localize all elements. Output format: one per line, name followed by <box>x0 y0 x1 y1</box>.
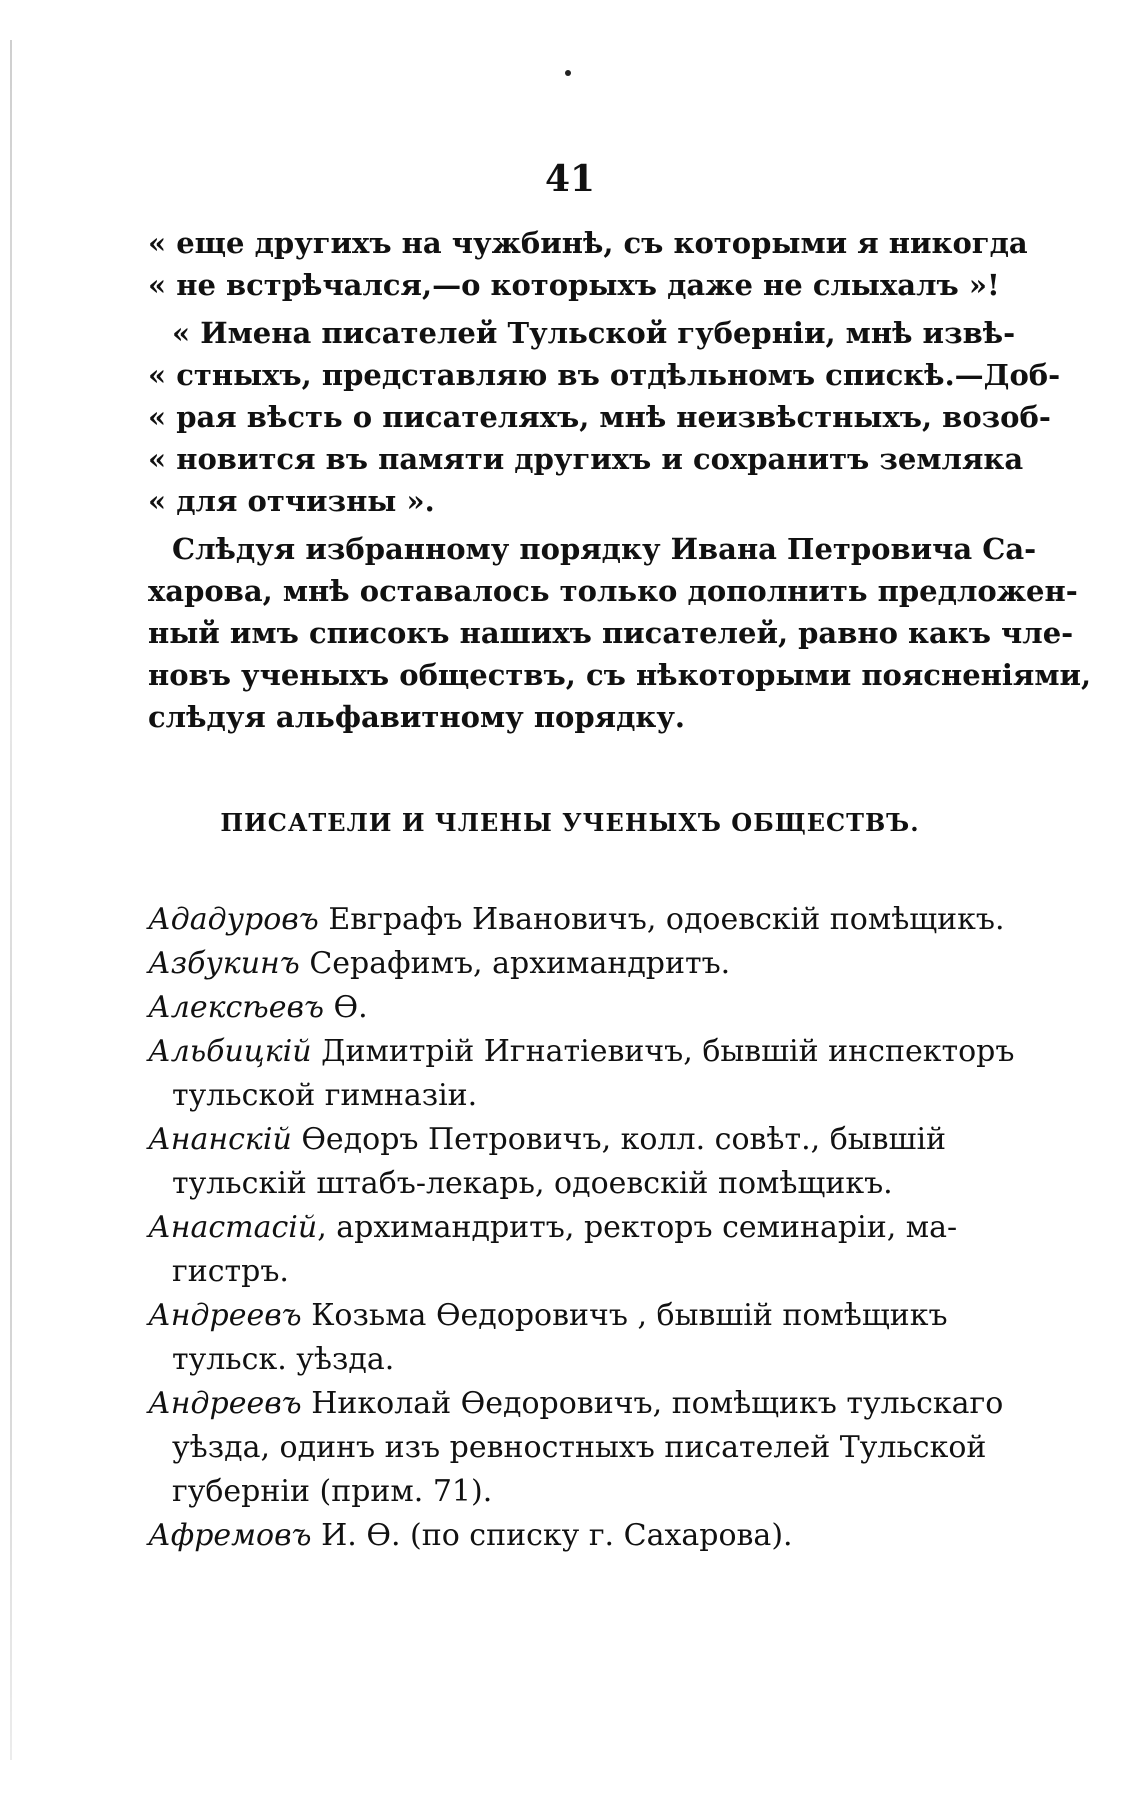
text-line: « Имена писателей Тульской губерніи, мнѣ извѣ- <box>172 316 1016 350</box>
entry-text: , архимандритъ, ректоръ семинаріи, ма- <box>317 1210 958 1245</box>
text-line: Слѣдуя избранному порядку Ивана Петровича Са- <box>172 532 1037 566</box>
entry-text: Ѳедоръ Петровичъ, колл. совѣт., бывшій <box>301 1122 947 1157</box>
entry-text: Димитрій Игнатіевичъ, бывшій инспекторъ <box>321 1034 1015 1069</box>
scan-edge-line <box>10 40 12 1760</box>
list-item <box>148 1030 1015 1074</box>
entry-surname: Азбукинъ <box>148 946 300 981</box>
list-item <box>148 1118 947 1162</box>
text-line: новъ ученыхъ обществъ, съ нѣкоторыми поясненіями, <box>148 658 1092 692</box>
list-item <box>148 1206 958 1250</box>
entry-surname: Ананскій <box>148 1122 292 1157</box>
entry-surname: Андреевъ <box>148 1386 302 1421</box>
entry-text: Козьма Ѳедоровичъ , бывшій помѣщикъ <box>311 1298 948 1333</box>
list-item <box>148 986 928 1030</box>
list-item <box>148 1382 1004 1426</box>
entry-continuation: уѣзда, одинъ изъ ревностныхъ писателей Тульской <box>172 1430 987 1465</box>
entry-surname: Андреевъ <box>148 1298 302 1333</box>
entry-text: Евграфъ Ивановичъ, одоевскій помѣщикъ. <box>328 902 1005 937</box>
text-line: « стныхъ, представляю въ отдѣльномъ спискѣ.—Доб- <box>148 358 1061 392</box>
text-line: « для отчизны ». <box>148 484 435 518</box>
entry-continuation: тульской гимназіи. <box>172 1078 478 1113</box>
entry-text: Серафимъ, архимандритъ. <box>309 946 731 981</box>
list-item <box>148 1514 928 1558</box>
text-line: слѣдуя альфавитному порядку. <box>148 700 686 734</box>
text-line: « новится въ памяти другихъ и сохранитъ земляка <box>148 442 1024 476</box>
section-heading: ПИСАТЕЛИ И ЧЛЕНЫ УЧЕНЫХЪ ОБЩЕСТВЪ. <box>220 808 920 837</box>
page-number: 41 <box>544 158 596 200</box>
text-line: харова, мнѣ оставалось только дополнить предложен- <box>148 574 1078 608</box>
entry-text: И. Ѳ. (по списку г. Сахарова). <box>321 1518 793 1553</box>
entry-surname: Афремовъ <box>148 1518 312 1553</box>
entry-surname: Альбицкій <box>148 1034 312 1069</box>
entry-text: Николай Ѳедоровичъ, помѣщикъ тульскаго <box>311 1386 1004 1421</box>
ink-dot <box>565 70 571 76</box>
list-item <box>148 898 1005 942</box>
text-line: « еще другихъ на чужбинѣ, съ которыми я никогда <box>148 226 1028 260</box>
entry-continuation: губерніи (прим. 71). <box>172 1474 493 1509</box>
list-item <box>148 1294 948 1338</box>
writers-list <box>148 898 1015 1558</box>
entry-surname: Анастасій <box>148 1210 318 1245</box>
entry-continuation: тульскій штабъ-лекарь, одоевскій помѣщикъ. <box>172 1166 893 1201</box>
text-line: ный имъ списокъ нашихъ писателей, равно какъ чле- <box>148 616 1074 650</box>
intro-text <box>148 222 1092 738</box>
list-item <box>148 942 928 986</box>
entry-text: Ѳ. <box>333 990 368 1025</box>
entry-continuation: гистръ. <box>172 1254 289 1289</box>
text-line: « рая вѣсть о писателяхъ, мнѣ неизвѣстныхъ, возоб- <box>148 400 1051 434</box>
entry-surname: Ададуровъ <box>148 902 319 937</box>
text-line: « не встрѣчался,—о которыхъ даже не слыхалъ »! <box>148 268 1000 302</box>
entry-continuation: тульск. уѣзда. <box>172 1342 395 1377</box>
entry-surname: Алексѣевъ <box>148 990 324 1025</box>
